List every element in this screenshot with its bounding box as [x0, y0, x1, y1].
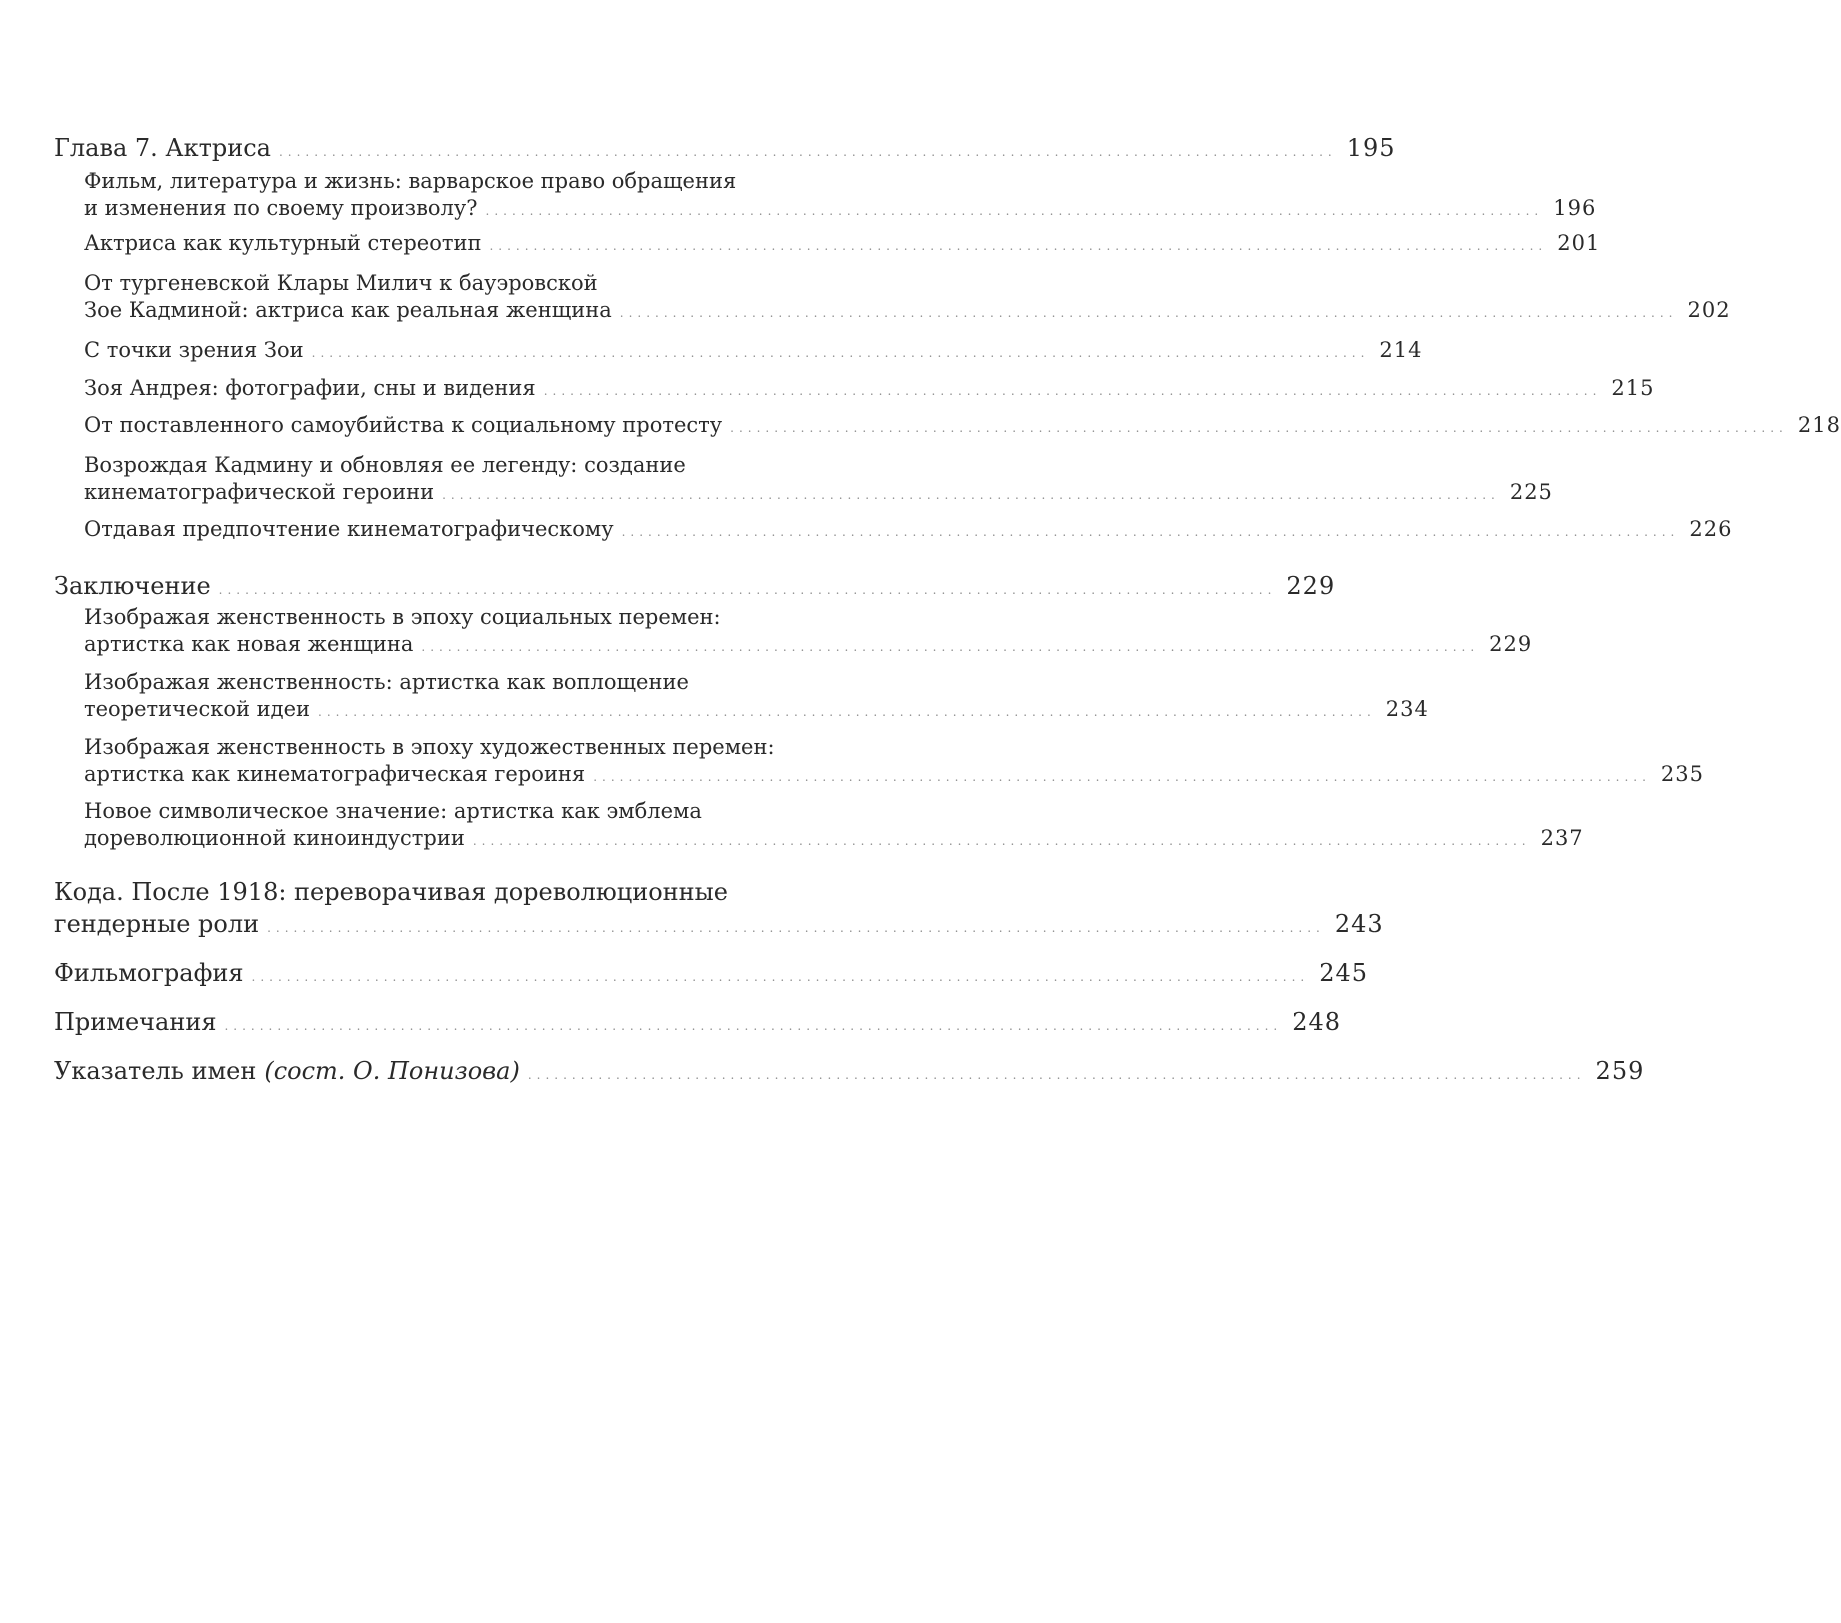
- toc-entry-row: [54, 570, 1336, 606]
- toc-entry: [84, 734, 1705, 791]
- toc-entry: [84, 604, 1533, 661]
- toc-entry-page-number: 214: [1379, 338, 1423, 362]
- toc-entry: [84, 669, 1429, 726]
- toc-entry-row: [84, 412, 1841, 442]
- toc-entry: [54, 570, 1336, 606]
- dot-leader: ........................................................................................................................: [527, 1068, 1586, 1082]
- dot-leader: ........................................................................................................................: [267, 921, 1325, 935]
- toc-entry-title-line: С точки зрения Зои: [84, 338, 304, 362]
- toc-entry-title-line: гендерные роли: [54, 910, 260, 938]
- toc-entry-row: [54, 1006, 1342, 1042]
- toc-entry-page-number: 237: [1540, 826, 1584, 850]
- toc-entry-title-line: Примечания: [54, 1008, 217, 1036]
- toc-entry-row: [84, 631, 1533, 661]
- dot-leader: ........................................................................................................................: [619, 306, 1678, 320]
- toc-entry-page-number: 248: [1292, 1008, 1342, 1036]
- toc-entry-title-line: дореволюционной киноиндустрии: [84, 826, 465, 850]
- toc-entry-title-line: артистка как новая женщина: [84, 632, 414, 656]
- toc-entry-title-line: Изображая женственность в эпоху социальных перемен:: [84, 605, 721, 629]
- toc-entry: [84, 168, 1597, 225]
- toc-entry-row: [84, 337, 1423, 367]
- toc-entry-page-number: 225: [1509, 480, 1553, 504]
- toc-entry-title-line: кинематографической героини: [84, 480, 435, 504]
- toc-entry: [54, 876, 1384, 944]
- toc-entry-row: [84, 761, 1705, 791]
- toc-entry-page-number: 229: [1286, 572, 1336, 600]
- toc-entry-title-line: Изображая женственность в эпоху художественных перемен:: [84, 735, 775, 759]
- toc-entry-page-number: 234: [1385, 697, 1429, 721]
- toc-entry-page-number: 202: [1687, 298, 1731, 322]
- toc-entry-row: [54, 1055, 1645, 1091]
- dot-leader: ........................................................................................................................: [251, 970, 1310, 984]
- toc-entry-row: [84, 230, 1601, 260]
- toc-entry-row: [84, 195, 1597, 225]
- dot-leader: ........................................................................................................................: [442, 488, 1500, 502]
- toc-entry-title-line: артистка как кинематографическая героиня: [84, 762, 586, 786]
- toc-entry-row: [54, 908, 1384, 944]
- toc-entry-title-line: От тургеневской Клары Милич к бауэровской: [84, 271, 598, 295]
- toc-entry-row: [84, 516, 1733, 546]
- toc-entry-title-line: Отдавая предпочтение кинематографическому: [84, 517, 614, 541]
- toc-entry: [84, 798, 1584, 855]
- toc-entry-row: [54, 132, 1396, 168]
- toc-entry: [54, 1006, 1342, 1042]
- toc-entry-title-line: Фильм, литература и жизнь: варварское право обращения: [84, 169, 737, 193]
- toc-entry: [54, 132, 1396, 168]
- dot-leader: ........................................................................................................................: [218, 583, 1277, 597]
- dot-leader: ........................................................................................................................: [421, 640, 1480, 654]
- dot-leader: ........................................................................................................................: [621, 525, 1680, 539]
- toc-entry-title-line: Новое символическое значение: артистка как эмблема: [84, 799, 702, 823]
- toc-entry-title-line: От поставленного самоубийства к социальному протесту: [84, 413, 723, 437]
- toc-entry: [84, 337, 1423, 367]
- dot-leader: ........................................................................................................................: [489, 239, 1548, 253]
- toc-entry-title-line: Зоя Андрея: фотографии, сны и видения: [84, 376, 536, 400]
- toc-entry-row: [84, 696, 1429, 726]
- toc-entry-page-number: 259: [1595, 1057, 1645, 1085]
- toc-entry: [84, 375, 1655, 405]
- toc-entry-title-line: Фильмография: [54, 959, 244, 987]
- toc-entry-title-line: Заключение: [54, 572, 211, 600]
- toc-entry-row: [54, 957, 1369, 993]
- toc-entry-page-number: 196: [1553, 196, 1597, 220]
- toc-entry-title-line: Кода. После 1918: переворачивая дореволюционные: [54, 878, 728, 906]
- toc-entry: [84, 412, 1841, 442]
- toc-entry: [84, 516, 1733, 546]
- dot-leader: ........................................................................................................................: [485, 204, 1544, 218]
- dot-leader: ........................................................................................................................: [318, 705, 1376, 719]
- toc-entry-page-number: 245: [1319, 959, 1369, 987]
- toc-entry: [84, 230, 1601, 260]
- toc-entry: [84, 270, 1731, 327]
- toc-entry-row: [84, 479, 1553, 509]
- toc-entry-page-number: 235: [1660, 762, 1705, 786]
- dot-leader: ........................................................................................................................: [224, 1019, 1283, 1033]
- toc-entry-row: [84, 375, 1655, 405]
- toc-entry-page-number: 243: [1334, 910, 1384, 938]
- toc-entry-page-number: 201: [1557, 231, 1601, 255]
- toc-entry-title-line: Изображая женственность: артистка как воплощение: [84, 670, 689, 694]
- toc-entry-page-number: 215: [1611, 376, 1655, 400]
- toc-entry-title-line: теоретической идеи: [84, 697, 311, 721]
- toc-entry: [84, 452, 1553, 509]
- toc-entry-title-line: и изменения по своему произволу?: [84, 196, 478, 220]
- dot-leader: ........................................................................................................................: [730, 421, 1788, 435]
- toc-entry-title-line: Актриса как культурный стереотип: [84, 231, 482, 255]
- toc-entry-title-line: Указатель имен: [54, 1057, 257, 1085]
- dot-leader: ........................................................................................................................: [543, 384, 1602, 398]
- dot-leader: ........................................................................................................................: [278, 145, 1337, 159]
- dot-leader: ........................................................................................................................: [593, 770, 1651, 784]
- toc-entry-page-number: 195: [1346, 134, 1396, 162]
- toc-entry-page-number: 229: [1489, 632, 1533, 656]
- toc-entry-title-line: Зое Кадминой: актриса как реальная женщина: [84, 298, 612, 322]
- dot-leader: ........................................................................................................................: [472, 834, 1531, 848]
- toc-entry-title-line: Глава 7. Актриса: [54, 134, 271, 162]
- toc-entry-row: [84, 297, 1731, 327]
- toc-entry-compiler-note: (сост. О. Понизова): [264, 1057, 520, 1085]
- toc-entry-page-number: 218: [1797, 413, 1841, 437]
- toc-entry-title-line: Возрождая Кадмину и обновляя ее легенду: создание: [84, 453, 686, 477]
- toc-entry: [54, 957, 1369, 993]
- toc-entry-row: [84, 825, 1584, 855]
- toc-entry-page-number: 226: [1689, 517, 1733, 541]
- toc-entry: [54, 1055, 1645, 1091]
- dot-leader: ........................................................................................................................: [311, 346, 1370, 360]
